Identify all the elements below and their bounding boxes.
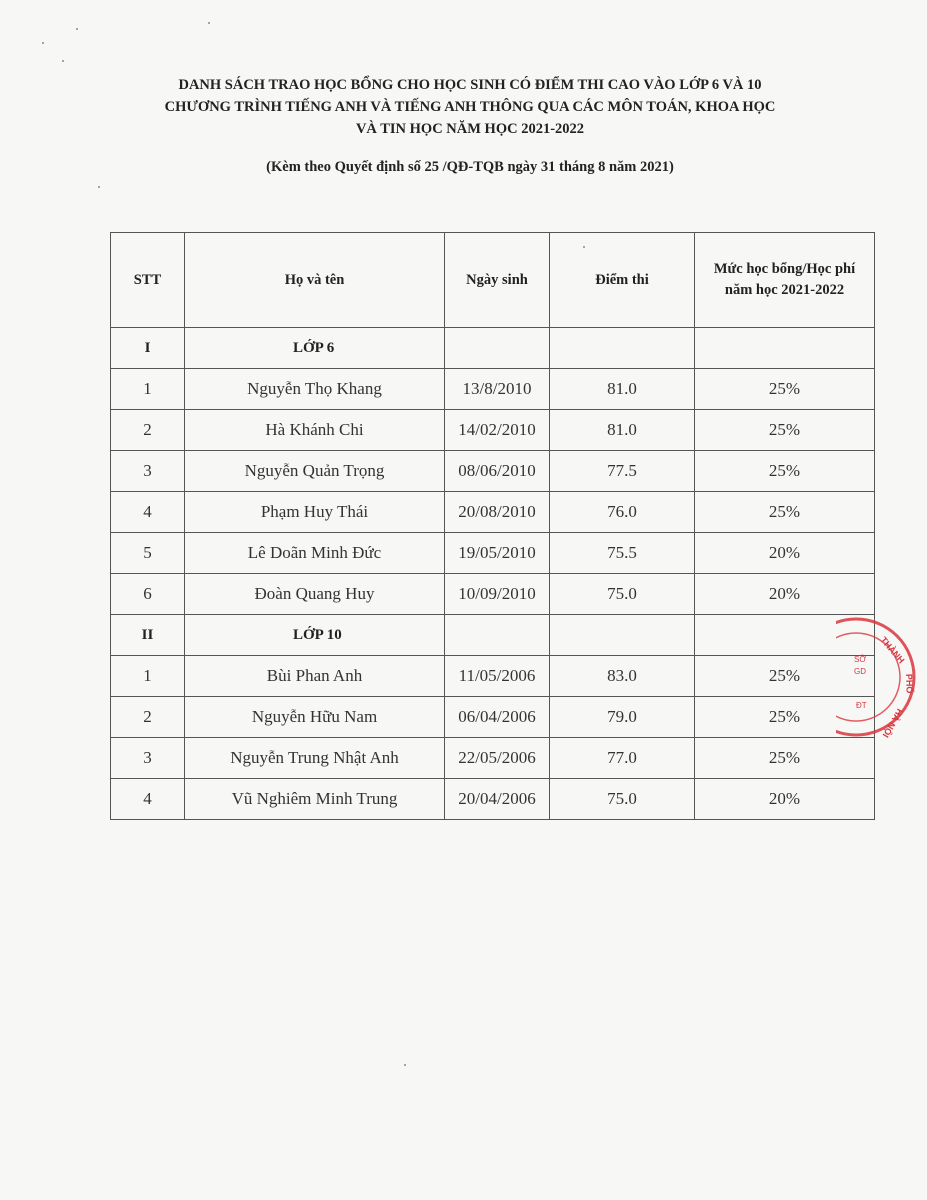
scan-speck bbox=[76, 28, 78, 30]
title-line-1: DANH SÁCH TRAO HỌC BỔNG CHO HỌC SINH CÓ ĐIỂM THI CAO VÀO LỚP 6 VÀ 10 bbox=[178, 77, 762, 93]
svg-text:HÀ NỘI: HÀ NỘI bbox=[880, 707, 905, 740]
cell-name: Nguyễn Hữu Nam bbox=[185, 697, 445, 738]
cell-name: Vũ Nghiêm Minh Trung bbox=[185, 779, 445, 820]
table-row bbox=[111, 738, 875, 779]
cell-name: Bùi Phan Anh bbox=[185, 656, 445, 697]
scan-speck bbox=[404, 1064, 406, 1066]
cell-fee: 25% bbox=[695, 738, 875, 779]
cell-score: 75.0 bbox=[550, 574, 695, 615]
cell-dob: 10/09/2010 bbox=[445, 574, 550, 615]
cell-fee: 25% bbox=[695, 656, 875, 697]
header-fee-line-2: năm học 2021-2022 bbox=[724, 282, 845, 298]
empty-cell bbox=[550, 615, 695, 656]
cell-name: Đoàn Quang Huy bbox=[185, 574, 445, 615]
section-label: LỚP 6 bbox=[185, 328, 445, 369]
empty-cell bbox=[445, 328, 550, 369]
table-header-row bbox=[111, 233, 875, 328]
title-line-2: CHƯƠNG TRÌNH TIẾNG ANH VÀ TIẾNG ANH THÔNG QUA CÁC MÔN TOÁN, KHOA HỌC bbox=[164, 99, 776, 115]
scan-speck bbox=[62, 60, 64, 62]
cell-name: Hà Khánh Chi bbox=[185, 410, 445, 451]
cell-score: 81.0 bbox=[550, 369, 695, 410]
cell-dob: 11/05/2006 bbox=[445, 656, 550, 697]
scan-speck bbox=[583, 246, 585, 248]
cell-name: Phạm Huy Thái bbox=[185, 492, 445, 533]
cell-stt: 6 bbox=[111, 574, 185, 615]
svg-text:GD: GD bbox=[854, 667, 866, 676]
section-row bbox=[111, 328, 875, 369]
table-body bbox=[111, 328, 875, 820]
svg-text:THÀNH: THÀNH bbox=[878, 634, 907, 666]
empty-cell bbox=[695, 328, 875, 369]
table-row bbox=[111, 451, 875, 492]
table-row bbox=[111, 492, 875, 533]
cell-dob: 14/02/2010 bbox=[445, 410, 550, 451]
scan-speck bbox=[208, 22, 210, 24]
cell-dob: 20/04/2006 bbox=[445, 779, 550, 820]
cell-score: 75.5 bbox=[550, 533, 695, 574]
cell-stt: 1 bbox=[111, 369, 185, 410]
cell-score: 81.0 bbox=[550, 410, 695, 451]
cell-fee: 20% bbox=[695, 779, 875, 820]
cell-stt: 3 bbox=[111, 738, 185, 779]
section-label: LỚP 10 bbox=[185, 615, 445, 656]
table-row bbox=[111, 410, 875, 451]
cell-fee: 25% bbox=[695, 410, 875, 451]
cell-dob: 22/05/2006 bbox=[445, 738, 550, 779]
scan-speck bbox=[98, 186, 100, 188]
cell-score: 76.0 bbox=[550, 492, 695, 533]
cell-fee: 25% bbox=[695, 697, 875, 738]
cell-score: 77.0 bbox=[550, 738, 695, 779]
document-title bbox=[90, 74, 850, 140]
cell-stt: 5 bbox=[111, 533, 185, 574]
decision-reference: (Kèm theo Quyết định số 25 /QĐ-TQB ngày 31 tháng 8 năm 2021) bbox=[266, 159, 674, 175]
empty-cell bbox=[445, 615, 550, 656]
scholarship-table bbox=[110, 232, 875, 820]
header-dob: Ngày sinh bbox=[445, 233, 550, 328]
cell-name: Nguyễn Trung Nhật Anh bbox=[185, 738, 445, 779]
svg-text:ĐT: ĐT bbox=[856, 701, 867, 710]
title-line-3: VÀ TIN HỌC NĂM HỌC 2021-2022 bbox=[355, 121, 585, 137]
scan-speck bbox=[42, 42, 44, 44]
header-score: Điểm thi bbox=[550, 233, 695, 328]
cell-fee: 25% bbox=[695, 492, 875, 533]
cell-dob: 13/8/2010 bbox=[445, 369, 550, 410]
cell-dob: 06/04/2006 bbox=[445, 697, 550, 738]
cell-dob: 19/05/2010 bbox=[445, 533, 550, 574]
cell-score: 79.0 bbox=[550, 697, 695, 738]
cell-score: 77.5 bbox=[550, 451, 695, 492]
header-fee bbox=[695, 233, 875, 328]
svg-text:SỞ: SỞ bbox=[854, 655, 867, 664]
header-name: Họ và tên bbox=[185, 233, 445, 328]
section-row bbox=[111, 615, 875, 656]
cell-fee: 25% bbox=[695, 369, 875, 410]
section-number: II bbox=[111, 615, 185, 656]
cell-dob: 20/08/2010 bbox=[445, 492, 550, 533]
table-row bbox=[111, 656, 875, 697]
cell-fee: 20% bbox=[695, 533, 875, 574]
cell-fee: 25% bbox=[695, 451, 875, 492]
empty-cell bbox=[550, 328, 695, 369]
table-row bbox=[111, 779, 875, 820]
table-row bbox=[111, 697, 875, 738]
header-fee-line-1: Mức học bổng/Học phí bbox=[713, 261, 856, 277]
section-number: I bbox=[111, 328, 185, 369]
cell-name: Nguyễn Thọ Khang bbox=[185, 369, 445, 410]
cell-fee: 20% bbox=[695, 574, 875, 615]
table-row bbox=[111, 533, 875, 574]
cell-score: 83.0 bbox=[550, 656, 695, 697]
svg-text:PHỐ: PHỐ bbox=[904, 673, 915, 694]
cell-name: Lê Doãn Minh Đức bbox=[185, 533, 445, 574]
cell-stt: 3 bbox=[111, 451, 185, 492]
cell-stt: 4 bbox=[111, 492, 185, 533]
cell-stt: 1 bbox=[111, 656, 185, 697]
table-row bbox=[111, 369, 875, 410]
cell-stt: 2 bbox=[111, 410, 185, 451]
cell-score: 75.0 bbox=[550, 779, 695, 820]
cell-stt: 4 bbox=[111, 779, 185, 820]
cell-name: Nguyễn Quản Trọng bbox=[185, 451, 445, 492]
cell-stt: 2 bbox=[111, 697, 185, 738]
official-seal bbox=[836, 612, 926, 742]
table-row bbox=[111, 574, 875, 615]
cell-dob: 08/06/2010 bbox=[445, 451, 550, 492]
header-stt: STT bbox=[111, 233, 185, 328]
